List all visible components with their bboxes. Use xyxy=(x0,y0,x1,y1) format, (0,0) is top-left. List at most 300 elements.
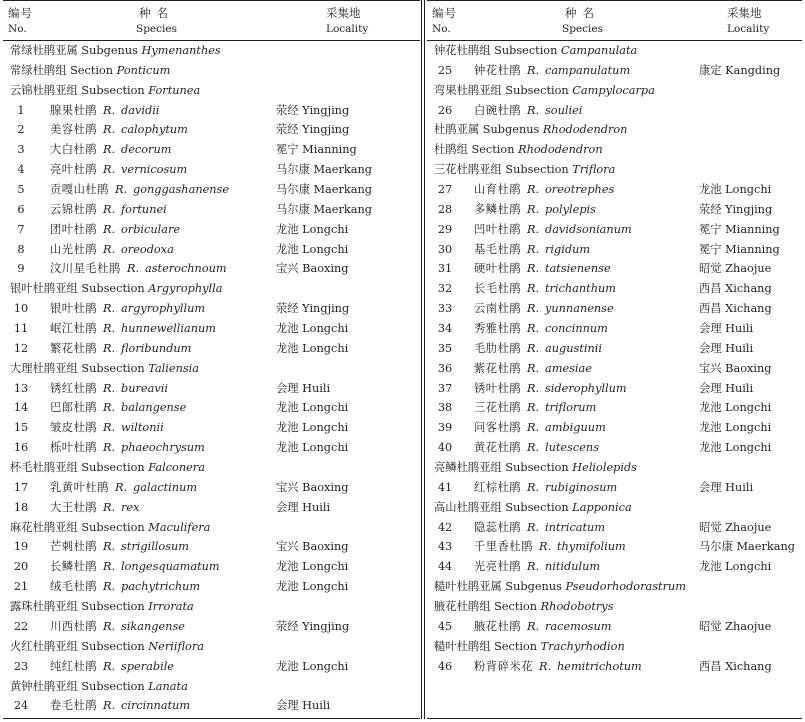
taxon-group-row xyxy=(3,677,420,697)
species-number: 11 xyxy=(13,322,29,336)
taxon-group-label xyxy=(434,498,632,518)
species-name-cn: 硬叶杜鹃 xyxy=(474,262,522,276)
taxon-group-row xyxy=(3,81,420,101)
taxon-group-row xyxy=(427,597,802,617)
species-genus: R. xyxy=(527,560,540,574)
species-locality: 龙池 Longchi xyxy=(699,183,772,197)
species-genus: R. xyxy=(527,262,540,276)
species-locality: 龙池 Longchi xyxy=(699,441,772,455)
table-row xyxy=(427,398,802,418)
species-locality: 马尔康 Maerkang xyxy=(699,540,795,554)
group-name-cn: 高山杜鹃亚组 xyxy=(434,500,502,514)
species-locality: 马尔康 Maerkang xyxy=(276,183,372,197)
species-number: 2 xyxy=(17,123,25,137)
species-genus: R. xyxy=(103,560,116,574)
species-name-cn: 芒刺杜鹃 xyxy=(50,540,98,554)
species-locality: 龙池 Longchi xyxy=(276,441,349,455)
table-header xyxy=(427,1,802,41)
group-rank: Subsection xyxy=(81,461,145,475)
species-locality: 会理 Huili xyxy=(699,322,754,336)
group-name-cn: 露珠杜鹃亚组 xyxy=(10,600,78,614)
table-row xyxy=(427,180,802,200)
taxon-group-row xyxy=(3,41,420,61)
species-genus: R. xyxy=(103,322,116,336)
species-genus: R. xyxy=(103,123,116,137)
taxon-group-row xyxy=(427,498,802,518)
species-epithet: yunnanense xyxy=(545,302,614,316)
species-genus: R. xyxy=(527,103,540,117)
table-row xyxy=(427,379,802,399)
group-name-sci: Fortunea xyxy=(148,83,201,97)
species-genus: R. xyxy=(103,401,116,415)
species-epithet: pachytrichum xyxy=(121,580,201,594)
species-name-cn: 繁花杜鹃 xyxy=(50,341,98,355)
group-rank: Subgenus xyxy=(505,580,562,594)
table-row xyxy=(427,518,802,538)
table-row xyxy=(3,259,420,279)
species-epithet: siderophyllum xyxy=(545,381,627,395)
species-name-cn: 三花杜鹃 xyxy=(474,401,522,415)
species-epithet: hunnewellianum xyxy=(121,322,216,336)
table-left-column xyxy=(3,0,420,719)
table-row xyxy=(3,240,420,260)
taxon-group-label xyxy=(434,140,603,160)
species-number: 45 xyxy=(437,619,453,633)
species-locality: 荥经 Yingjing xyxy=(276,619,350,633)
species-epithet: sperabile xyxy=(121,659,174,673)
group-name-sci: Trachyrhodion xyxy=(540,639,625,653)
species-locality: 宝兴 Baoxing xyxy=(276,540,349,554)
group-rank: Subsection xyxy=(81,361,145,375)
table-row xyxy=(3,617,420,637)
group-rank: Subsection xyxy=(505,83,569,97)
species-name-cn: 乳黄叶杜鹃 xyxy=(50,480,109,494)
group-name-cn: 亮鳞杜鹃亚组 xyxy=(434,461,502,475)
species-locality: 龙池 Longchi xyxy=(276,659,349,673)
header-species-en: Species xyxy=(136,23,177,35)
table-row xyxy=(3,101,420,121)
species-locality: 龙池 Longchi xyxy=(276,560,349,574)
header-number-cn: 编号 xyxy=(432,6,457,20)
species-epithet: asterochnoum xyxy=(145,262,227,276)
species-epithet: thymifolium xyxy=(557,540,626,554)
species-name-cn: 银叶杜鹃 xyxy=(50,302,98,316)
species-genus: R. xyxy=(527,183,540,197)
header-locality-en: Locality xyxy=(326,23,369,35)
species-name-cn: 纯红杜鹃 xyxy=(50,659,98,673)
species-epithet: augustinii xyxy=(545,341,602,355)
species-number: 41 xyxy=(437,480,453,494)
species-epithet: rubiginosum xyxy=(545,480,618,494)
table-row xyxy=(3,478,420,498)
group-name-sci: Hymenanthes xyxy=(141,44,221,57)
species-epithet: souliei xyxy=(545,103,583,117)
species-name-cn: 栎叶杜鹃 xyxy=(50,441,98,455)
species-genus: R. xyxy=(527,302,540,316)
group-rank: Subsection xyxy=(505,163,569,177)
species-name-cn: 锈红杜鹃 xyxy=(50,381,98,395)
species-name-cn: 云锦杜鹃 xyxy=(50,202,98,216)
species-number: 22 xyxy=(13,619,29,633)
species-locality: 会理 Huili xyxy=(699,480,754,494)
species-genus: R. xyxy=(103,500,116,514)
species-genus: R. xyxy=(103,619,116,633)
species-genus: R. xyxy=(127,262,140,276)
species-number: 12 xyxy=(13,341,29,355)
species-epithet: lutescens xyxy=(545,441,599,455)
group-name-sci: Heliolepids xyxy=(572,461,638,475)
species-genus: R. xyxy=(103,143,116,157)
table-row xyxy=(427,61,802,81)
group-name-sci: Rhodobotrys xyxy=(540,600,614,614)
group-name-sci: Lanata xyxy=(148,679,188,693)
species-number: 19 xyxy=(13,540,29,554)
species-number: 35 xyxy=(437,341,453,355)
table-row xyxy=(427,299,802,319)
species-name-cn: 川西杜鹃 xyxy=(50,619,98,633)
table-row xyxy=(427,200,802,220)
group-name-cn: 糙叶杜鹃组 xyxy=(434,639,491,653)
table-row xyxy=(427,220,802,240)
species-epithet: oreotrephes xyxy=(545,183,615,197)
species-genus: R. xyxy=(527,282,540,296)
species-epithet: rex xyxy=(121,500,140,514)
species-epithet: triflorum xyxy=(545,401,597,415)
group-name-cn: 常绿杜鹃组 xyxy=(10,63,67,77)
species-locality: 龙池 Longchi xyxy=(276,242,349,256)
taxon-group-label xyxy=(10,637,204,657)
species-locality: 会理 Huili xyxy=(699,341,754,355)
species-genus: R. xyxy=(103,540,116,554)
species-number: 37 xyxy=(437,381,453,395)
species-locality: 冕宁 Mianning xyxy=(699,242,780,256)
species-name-cn: 美容杜鹃 xyxy=(50,123,98,137)
group-rank: Subsection xyxy=(81,282,145,296)
table-row xyxy=(427,537,802,557)
group-rank: Subsection xyxy=(505,461,569,475)
group-name-sci: Falconera xyxy=(148,461,205,475)
table-row xyxy=(3,160,420,180)
species-name-cn: 山光杜鹃 xyxy=(50,242,98,256)
species-name-cn: 白碗杜鹃 xyxy=(474,103,522,117)
table-row xyxy=(427,438,802,458)
species-locality: 冕宁 Mianning xyxy=(276,143,357,157)
table-row xyxy=(3,557,420,577)
species-epithet: floribundum xyxy=(121,341,192,355)
species-locality: 西昌 Xichang xyxy=(699,659,772,673)
species-locality: 宝兴 Baoxing xyxy=(276,480,349,494)
species-epithet: sikangense xyxy=(121,619,185,633)
species-genus: R. xyxy=(527,421,540,435)
species-number: 8 xyxy=(17,242,25,256)
species-number: 7 xyxy=(17,222,25,236)
group-rank: Section xyxy=(471,143,515,157)
group-rank: Subsection xyxy=(81,600,145,614)
group-name-sci: Campanulata xyxy=(560,44,638,57)
species-genus: R. xyxy=(115,480,128,494)
table-row xyxy=(3,418,420,438)
taxon-group-label xyxy=(10,677,188,697)
species-number: 29 xyxy=(437,222,453,236)
table-row xyxy=(3,220,420,240)
species-epithet: rigidum xyxy=(545,242,591,256)
taxon-group-row xyxy=(427,140,802,160)
species-genus: R. xyxy=(527,242,540,256)
species-number: 30 xyxy=(437,242,453,256)
species-locality: 会理 Huili xyxy=(699,381,754,395)
table-body-right xyxy=(427,41,802,677)
species-number: 10 xyxy=(13,302,29,316)
species-number: 16 xyxy=(13,441,29,455)
species-genus: R. xyxy=(527,202,540,216)
table-row xyxy=(3,398,420,418)
table-row xyxy=(427,557,802,577)
taxon-group-label xyxy=(434,41,637,61)
species-epithet: argyrophyllum xyxy=(121,302,206,316)
species-name-cn: 千里香杜鹃 xyxy=(474,540,533,554)
species-locality: 会理 Huili xyxy=(276,381,331,395)
taxon-group-label xyxy=(10,81,200,101)
species-name-cn: 大白杜鹃 xyxy=(50,143,98,157)
species-name-cn: 基毛杜鹃 xyxy=(474,242,522,256)
species-epithet: circinnatum xyxy=(121,699,191,713)
taxon-group-row xyxy=(427,160,802,180)
species-genus: R. xyxy=(103,659,116,673)
species-name-cn: 汶川星毛杜鹃 xyxy=(50,262,121,276)
table-row xyxy=(427,259,802,279)
species-locality: 龙池 Longchi xyxy=(276,421,349,435)
group-rank: Subsection xyxy=(494,44,558,57)
species-number: 3 xyxy=(17,143,25,157)
table-row xyxy=(427,478,802,498)
table-row xyxy=(3,339,420,359)
table-row xyxy=(3,379,420,399)
taxon-group-label xyxy=(10,597,194,617)
header-number-en: No. xyxy=(8,23,27,35)
species-epithet: nitidulum xyxy=(545,560,601,574)
taxon-group-label xyxy=(434,160,615,180)
table-row xyxy=(3,200,420,220)
table-row xyxy=(3,657,420,677)
taxon-group-row xyxy=(3,61,420,81)
species-name-cn: 锈叶杜鹃 xyxy=(474,381,522,395)
group-name-cn: 云锦杜鹃亚组 xyxy=(10,83,78,97)
species-locality: 西昌 Xichang xyxy=(699,302,772,316)
header-number-cn: 编号 xyxy=(8,6,33,20)
species-number: 27 xyxy=(437,183,453,197)
species-locality: 昭觉 Zhaojue xyxy=(699,520,772,534)
species-number: 44 xyxy=(437,560,453,574)
group-name-sci: Taliensia xyxy=(148,361,200,375)
taxon-group-row xyxy=(427,41,802,61)
species-name-cn: 秀雅杜鹃 xyxy=(474,322,522,336)
taxon-group-row xyxy=(427,458,802,478)
taxon-group-row xyxy=(3,359,420,379)
group-rank: Subgenus xyxy=(482,123,540,137)
header-species-cn: 种名 xyxy=(139,6,174,20)
species-name-cn: 问客杜鹃 xyxy=(474,421,522,435)
species-name-cn: 红棕杜鹃 xyxy=(474,480,522,494)
group-name-sci: Maculifera xyxy=(148,520,211,534)
species-locality: 会理 Huili xyxy=(276,699,331,713)
species-epithet: polylepis xyxy=(545,202,596,216)
table-row xyxy=(3,319,420,339)
species-name-cn: 粉背碎米花 xyxy=(474,659,533,673)
species-locality: 马尔康 Maerkang xyxy=(276,163,372,177)
species-genus: R. xyxy=(103,381,116,395)
species-genus: R. xyxy=(103,421,116,435)
group-name-cn: 杜鹃组 xyxy=(434,143,468,157)
species-genus: R. xyxy=(103,341,116,355)
column-divider xyxy=(421,0,425,719)
species-name-cn: 钟花杜鹃 xyxy=(474,63,522,77)
taxon-group-label xyxy=(10,61,170,81)
species-locality: 昭觉 Zhaojue xyxy=(699,619,772,633)
species-locality: 龙池 Longchi xyxy=(276,341,349,355)
group-name-sci: Campylocarpa xyxy=(572,83,655,97)
table-body-left xyxy=(3,41,420,716)
header-species-cn: 种名 xyxy=(565,6,600,20)
group-name-sci: Lapponica xyxy=(572,500,632,514)
species-epithet: davidii xyxy=(121,103,160,117)
table-header xyxy=(3,1,420,41)
species-genus: R. xyxy=(527,520,540,534)
species-number: 9 xyxy=(17,262,25,276)
table-right-column xyxy=(427,0,802,719)
species-locality: 荥经 Yingjing xyxy=(276,103,350,117)
group-name-sci: Rhododendron xyxy=(518,143,603,157)
species-name-cn: 腋花杜鹃 xyxy=(474,619,522,633)
species-genus: R. xyxy=(115,183,128,197)
group-name-cn: 大理杜鹃亚组 xyxy=(10,361,78,375)
species-number: 39 xyxy=(437,421,453,435)
taxon-group-label xyxy=(434,597,613,617)
species-name-cn: 亮叶杜鹃 xyxy=(50,163,98,177)
group-name-cn: 常绿杜鹃亚属 xyxy=(10,44,78,57)
species-name-cn: 云南杜鹃 xyxy=(474,302,522,316)
species-number: 42 xyxy=(437,520,453,534)
species-locality: 荥经 Yingjing xyxy=(276,123,350,137)
taxon-group-label xyxy=(10,458,205,478)
species-epithet: calophytum xyxy=(121,123,188,137)
group-name-cn: 弯果杜鹃亚组 xyxy=(434,83,502,97)
species-locality: 荥经 Yingjing xyxy=(699,202,773,216)
species-locality: 冕宁 Mianning xyxy=(699,222,780,236)
species-locality: 昭觉 Zhaojue xyxy=(699,262,772,276)
species-genus: R. xyxy=(539,659,552,673)
species-genus: R. xyxy=(527,63,540,77)
species-genus: R. xyxy=(103,242,116,256)
species-locality: 龙池 Longchi xyxy=(276,322,349,336)
taxon-group-row xyxy=(427,81,802,101)
taxon-group-label xyxy=(10,518,210,538)
species-genus: R. xyxy=(527,361,540,375)
species-name-cn: 多鳞杜鹃 xyxy=(474,202,522,216)
group-name-sci: Pseudorhodorastrum xyxy=(565,580,686,594)
species-number: 20 xyxy=(13,560,29,574)
table-row xyxy=(427,101,802,121)
table-row xyxy=(427,617,802,637)
species-locality: 马尔康 Maerkang xyxy=(276,202,372,216)
species-number: 36 xyxy=(437,361,453,375)
species-number: 46 xyxy=(437,659,453,673)
group-name-sci: Irrorata xyxy=(148,600,194,614)
species-name-cn: 贡嘎山杜鹃 xyxy=(50,183,109,197)
species-locality: 龙池 Longchi xyxy=(699,401,772,415)
taxon-group-label xyxy=(434,577,686,597)
taxon-group-label xyxy=(434,81,655,101)
group-rank: Subsection xyxy=(81,639,145,653)
group-name-cn: 银叶杜鹃亚组 xyxy=(10,282,78,296)
species-epithet: racemosum xyxy=(545,619,612,633)
header-locality-cn: 采集地 xyxy=(727,6,762,20)
species-epithet: hemitrichotum xyxy=(557,659,642,673)
species-epithet: decorum xyxy=(121,143,172,157)
table-row xyxy=(427,319,802,339)
species-genus: R. xyxy=(527,401,540,415)
species-genus: R. xyxy=(103,103,116,117)
species-name-cn: 大王杜鹃 xyxy=(50,500,98,514)
header-species-en: Species xyxy=(562,23,603,35)
species-epithet: balangense xyxy=(121,401,187,415)
species-number: 25 xyxy=(437,63,453,77)
group-name-cn: 火红杜鹃亚组 xyxy=(10,639,78,653)
species-epithet: vernicosum xyxy=(121,163,188,177)
table-row xyxy=(427,279,802,299)
species-genus: R. xyxy=(103,302,116,316)
group-name-cn: 糙叶杜鹃亚属 xyxy=(434,580,502,594)
species-name-cn: 皱皮杜鹃 xyxy=(50,421,98,435)
table-row xyxy=(427,657,802,677)
species-genus: R. xyxy=(103,699,116,713)
table-row xyxy=(3,498,420,518)
species-name-cn: 团叶杜鹃 xyxy=(50,222,98,236)
taxon-group-label xyxy=(10,279,223,299)
group-name-cn: 三花杜鹃亚组 xyxy=(434,163,502,177)
taxon-group-label xyxy=(434,458,637,478)
taxon-group-row xyxy=(3,458,420,478)
species-name-cn: 山育杜鹃 xyxy=(474,183,522,197)
species-number: 15 xyxy=(13,421,29,435)
species-name-cn: 光亮杜鹃 xyxy=(474,560,522,574)
species-number: 34 xyxy=(437,322,453,336)
species-epithet: gonggashanense xyxy=(133,183,230,197)
species-epithet: wiltonii xyxy=(121,421,164,435)
group-name-cn: 黄钟杜鹃亚组 xyxy=(10,679,78,693)
species-genus: R. xyxy=(527,381,540,395)
taxon-group-label xyxy=(434,637,625,657)
header-locality-cn: 采集地 xyxy=(326,6,361,20)
species-epithet: intricatum xyxy=(545,520,606,534)
species-genus: R. xyxy=(539,540,552,554)
taxon-group-row xyxy=(3,637,420,657)
group-name-cn: 杯毛杜鹃亚组 xyxy=(10,461,78,475)
group-rank: Subsection xyxy=(81,83,145,97)
species-locality: 西昌 Xichang xyxy=(699,282,772,296)
group-name-sci: Rhododendron xyxy=(542,123,628,137)
species-genus: R. xyxy=(527,341,540,355)
taxon-group-row xyxy=(3,518,420,538)
species-genus: R. xyxy=(103,441,116,455)
group-rank: Section xyxy=(494,639,538,653)
species-genus: R. xyxy=(103,202,116,216)
species-epithet: galactinum xyxy=(133,480,198,494)
species-number: 1 xyxy=(17,103,25,117)
species-locality: 龙池 Longchi xyxy=(276,222,349,236)
group-name-sci: Argyrophylla xyxy=(148,282,223,296)
species-epithet: campanulatum xyxy=(545,63,631,77)
species-locality: 宝兴 Baoxing xyxy=(276,262,349,276)
